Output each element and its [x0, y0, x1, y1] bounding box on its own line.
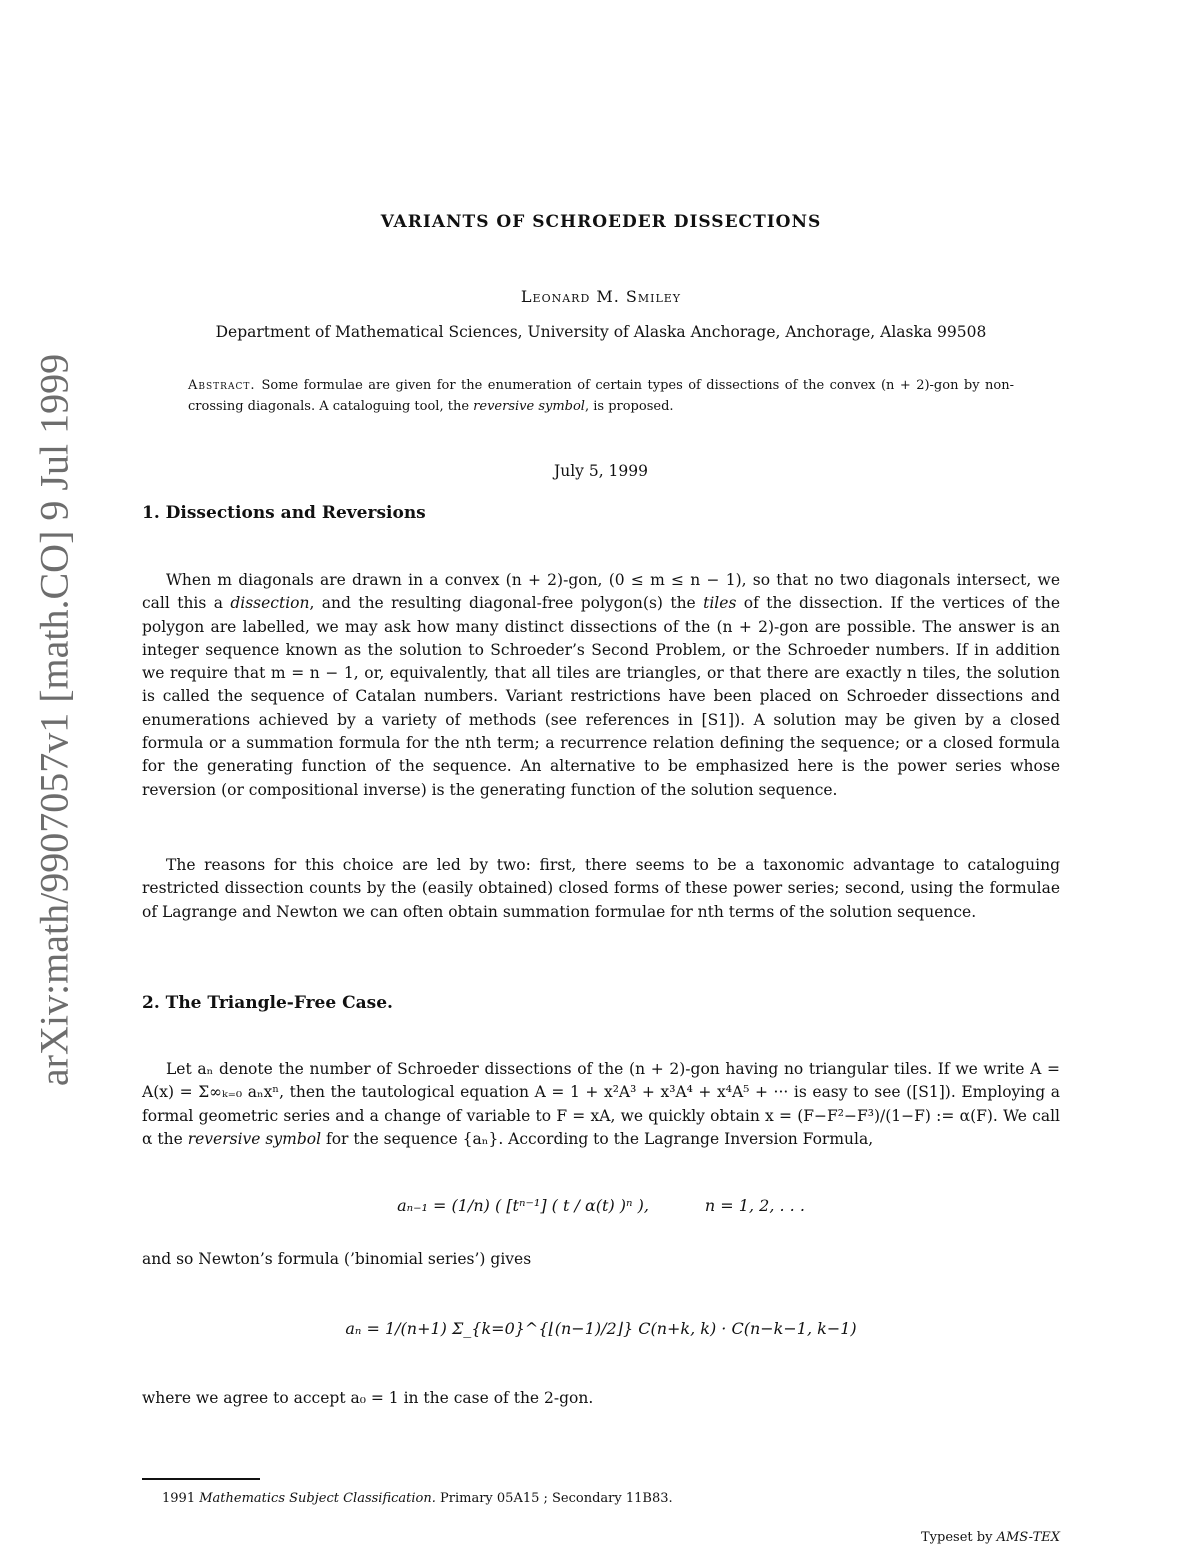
paper-affiliation: Department of Mathematical Sciences, University of Alaska Anchorage, Anchorage, Alaska 99508: [215, 323, 987, 341]
footnote-year: 1991: [162, 1491, 196, 1506]
section-2-heading: 2. The Triangle-Free Case.: [142, 993, 393, 1013]
abstract-emphasis: reversive symbol: [473, 399, 585, 414]
abstract-text-a: Some formulae are given for the enumeration of certain types of dissections of the convex (n + 2)-gon by non-crossing diagonals. A cataloguing tool, the: [188, 378, 1014, 414]
newton-summation-equation: aₙ = 1/(n+1) Σ_{k=0}^{⌊(n−1)/2⌋} C(n+k, k) · C(n−k−1, k−1): [345, 1319, 857, 1338]
typeset-ams-tex: AMS-TEX: [996, 1530, 1060, 1545]
footnote-rule: [142, 1478, 260, 1480]
footnote: [162, 1491, 673, 1506]
section-1-heading: 1. Dissections and Reversions: [142, 503, 426, 523]
section-2-paragraph-3: where we agree to accept a₀ = 1 in the case of the 2-gon.: [142, 1389, 594, 1407]
s2p1-em-reversive-symbol: reversive symbol: [187, 1129, 322, 1148]
s1p1-em-dissection: dissection: [230, 594, 310, 613]
section-1-paragraph-1: [142, 569, 1060, 802]
paper-title: VARIANTS OF SCHROEDER DISSECTIONS: [380, 212, 822, 232]
typeset-prefix: Typeset by: [921, 1530, 993, 1545]
s2p1-text-a: Let aₙ denote the number of Schroeder dissections of the (n + 2)-gon having no triangular tiles. If we write A = A(x) = Σ∞ₖ₌₀ aₙxⁿ, then the tautological equation A = 1 + x²A³ + x³A⁴ + x⁴A⁵ + ··· is easy to see ([S1]). Employing a formal geometric series and a change of variable to F = xA, we quickly obtain x = (F−F²−F³)/(1−F) := α(F). We call α the: [142, 1060, 1060, 1148]
s1p1-text-a: When m diagonals are drawn in a convex (n + 2)-gon, (0 ≤ m ≤ n − 1), so that no two diagonals intersect, we call this a: [142, 571, 1060, 613]
section-1-paragraph-2: The reasons for this choice are led by two: first, there seems to be a taxonomic advantage to cataloguing restricted dissection counts by the (easily obtained) closed forms of these power series; second, using the formulae of Lagrange and Newton we can often obtain summation formulae for nth terms of the solution sequence.: [142, 856, 1060, 921]
equation-1: aₙ₋₁ = (1/n) ( [tⁿ⁻¹] ( t / α(t) )ⁿ ),: [397, 1196, 649, 1215]
paper-date: July 5, 1999: [554, 462, 648, 480]
s1p1-text-c: of the dissection. If the vertices of the polygon are labelled, we may ask how many distinct dissections of the (n + 2)-gon are possible. The answer is an integer sequence known as the solution to Schroeder’s Second Problem, or the Schroeder numbers. If in addition we require that m = n − 1, or, equivalently, that all tiles are triangles, or that there are exactly n tiles, the solution is called the sequence of Catalan numbers. Variant restrictions have been placed on Schroeder dissections and enumerations achieved by a variety of methods (see references in [S1]). A solution may be given by a closed formula or a summation formula for the nth term; a recurrence relation defining the sequence; or a closed formula for the generating function of the sequence. An alternative to be emphasized here is the power series whose reversion (or compositional inverse) is the generating function of the solution sequence.: [142, 594, 1061, 799]
equation-1-range: n = 1, 2, . . .: [704, 1196, 805, 1215]
s1p1-em-tiles: tiles: [703, 594, 737, 613]
arxiv-watermark: [28, 345, 80, 1095]
footnote-classification: Mathematics Subject Classification.: [199, 1491, 436, 1506]
typeset-note: [921, 1530, 1060, 1545]
section-2-paragraph-1: [142, 1058, 1060, 1151]
section-2-paragraph-2: and so Newton’s formula (’binomial series’) gives: [142, 1250, 532, 1268]
abstract: [188, 375, 1014, 417]
footnote-text: Primary 05A15 ; Secondary 11B83.: [440, 1491, 673, 1506]
s1p1-text-b: , and the resulting diagonal-free polygon(s) the: [309, 594, 704, 613]
arxiv-id: arXiv:math/9907057v1 [math.CO] 9 Jul 1999: [31, 353, 77, 1087]
lagrange-inversion-equation: [142, 1196, 1060, 1215]
abstract-label: Abstract.: [188, 378, 256, 393]
paper-author: Leonard M. Smiley: [520, 287, 682, 306]
abstract-text-b: , is proposed.: [584, 399, 674, 414]
s2p1-text-b: for the sequence {aₙ}. According to the Lagrange Inversion Formula,: [321, 1129, 874, 1148]
